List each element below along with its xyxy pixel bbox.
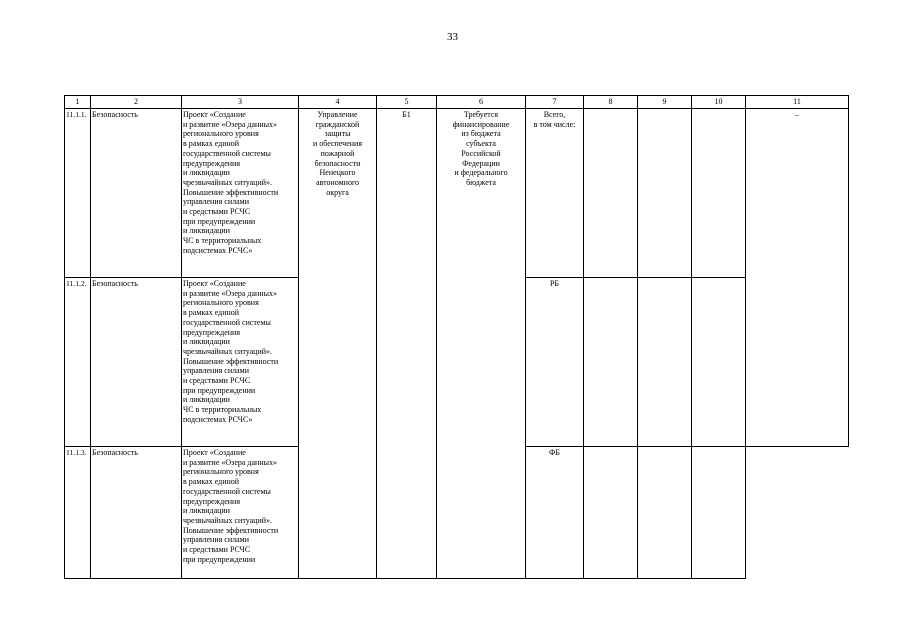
row-name: Безопасность bbox=[91, 278, 182, 447]
row-description: Проект «Создание и развитие «Озера данных» регионального уровня в рамках единой государственной системы предупреждения и ликвидации чрезвычайных ситуаций». Повышение эффективности управления силами и средствами РСЧС при предупреждении и ликвидации ЧС в территориальных подсистемах РСЧС» bbox=[182, 109, 299, 278]
row-source: ФБ bbox=[526, 447, 584, 579]
row-col8 bbox=[584, 278, 638, 447]
column-header: 6 bbox=[437, 96, 526, 109]
row-col9 bbox=[638, 278, 692, 447]
table-row bbox=[65, 109, 849, 278]
column-header: 9 bbox=[638, 96, 692, 109]
column-header: 3 bbox=[182, 96, 299, 109]
row-description: Проект «Создание и развитие «Озера данных» регионального уровня в рамках единой государственной системы предупреждения и ликвидации чрезвычайных ситуаций». Повышение эффективности управления силами и средствами РСЧС при предупреждении и ликвидации ЧС в территориальных подсистемах РСЧС» bbox=[182, 278, 299, 447]
row-col10 bbox=[692, 109, 746, 278]
row-name: Безопасность bbox=[91, 447, 182, 579]
row-source: РБ bbox=[526, 278, 584, 447]
table-header-row bbox=[65, 96, 849, 109]
row-col8 bbox=[584, 109, 638, 278]
row-col9 bbox=[638, 447, 692, 579]
row-col11 bbox=[746, 447, 849, 579]
row-code: Б1 bbox=[377, 109, 437, 579]
column-header: 7 bbox=[526, 96, 584, 109]
row-col8 bbox=[584, 447, 638, 579]
column-header: 11 bbox=[746, 96, 849, 109]
row-number: 11.1.1. bbox=[65, 109, 91, 278]
row-executor: Управление гражданской защиты и обеспечения пожарной безопасности Ненецкого автономного округа bbox=[299, 109, 377, 579]
row-col10 bbox=[692, 278, 746, 447]
row-col11: – bbox=[746, 109, 849, 447]
row-number: 11.1.2. bbox=[65, 278, 91, 447]
column-header: 5 bbox=[377, 96, 437, 109]
column-header: 1 bbox=[65, 96, 91, 109]
row-col9 bbox=[638, 109, 692, 278]
row-financing: Требуется финансирование из бюджета субъекта Российской Федерации и федерального бюджета bbox=[437, 109, 526, 579]
column-header: 10 bbox=[692, 96, 746, 109]
row-name: Безопасность bbox=[91, 109, 182, 278]
column-header: 4 bbox=[299, 96, 377, 109]
page-number: 33 bbox=[447, 31, 458, 43]
row-description: Проект «Создание и развитие «Озера данных» регионального уровня в рамках единой государственной системы предупреждения и ликвидации чрезвычайных ситуаций». Повышение эффективности управления силами и средствами РСЧС при предупреждении bbox=[182, 447, 299, 579]
row-number: 11.1.3. bbox=[65, 447, 91, 579]
column-header: 8 bbox=[584, 96, 638, 109]
row-col10 bbox=[692, 447, 746, 579]
row-source: Всего, в том числе: bbox=[526, 109, 584, 278]
data-table bbox=[64, 95, 849, 579]
column-header: 2 bbox=[91, 96, 182, 109]
